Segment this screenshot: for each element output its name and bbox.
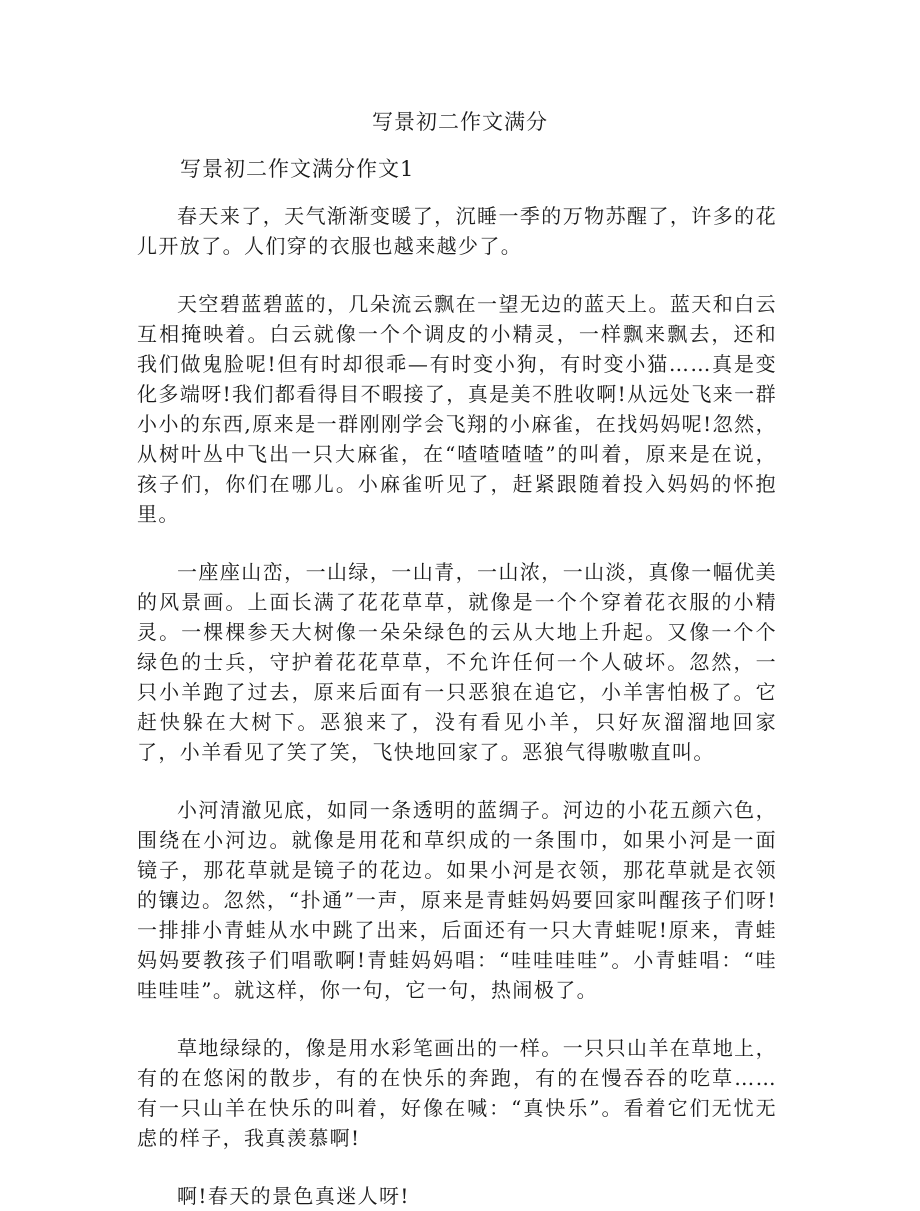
paragraph-spring-arrives: 春天来了，天气渐渐变暖了，沉睡一季的万物苏醒了，许多的花儿开放了。人们穿的衣服也越来越少了。 (137, 204, 777, 258)
essay-heading: 写景初二作文满分作文1 (180, 157, 415, 181)
paragraph-mountains: 一座座山峦，一山绿，一山青，一山浓，一山淡，真像一幅优美的风景画。上面长满了花花草草，就像是一个个穿着花衣服的小精灵。一棵棵参天大树像一朵朵绿色的云从大地上升起。又像一个个绿色的士兵，守护着花花草草，不允许任何一个人破坏。忽然，一只小羊跑了过去，原来后面有一只恶狼在追它，小羊害怕极了。它赶快躲在大树下。恶狼来了，没有看见小羊，只好灰溜溜地回家了，小羊看见了笑了笑，飞快地回家了。恶狼气得嗷嗷直叫。 (137, 560, 777, 764)
paragraph-conclusion: 啊!春天的景色真迷人呀! (177, 1184, 410, 1208)
paragraph-meadow: 草地绿绿的，像是用水彩笔画出的一样。一只只山羊在草地上，有的在悠闲的散步，有的在快乐的奔跑，有的在慢吞吞的吃草……有一只山羊在快乐的叫着，好像在喊：“真快乐”。看着它们无忧无虑的样子，我真羡慕啊! (137, 1036, 777, 1150)
paragraph-river: 小河清澈见底，如同一条透明的蓝绸子。河边的小花五颜六色，围绕在小河边。就像是用花和草织成的一条围巾，如果小河是一面镜子，那花草就是镜子的花边。如果小河是衣领，那花草就是衣领的镶边。忽然，“扑通”一声，原来是青蛙妈妈要回家叫醒孩子们呀!一排排小青蛙从水中跳了出来，后面还有一只大青蛙呢!原来，青蛙妈妈要教孩子们唱歌啊!青蛙妈妈唱：“哇哇哇哇”。小青蛙唱：“哇哇哇哇”。就这样，你一句，它一句，热闹极了。 (137, 798, 777, 1002)
document-title: 写景初二作文满分 (372, 110, 548, 134)
essay-body (137, 201, 777, 1211)
paragraph-sky-clouds: 天空碧蓝碧蓝的，几朵流云飘在一望无边的蓝天上。蓝天和白云互相掩映着。白云就像一个个调皮的小精灵，一样飘来飘去，还和我们做鬼脸呢!但有时却很乖—有时变小狗，有时变小猫……真是变化多端呀!我们都看得目不暇接了，真是美不胜收啊!从远处飞来一群小小的东西,原来是一群刚刚学会飞翔的小麻雀，在找妈妈呢!忽然，从树叶丛中飞出一只大麻雀，在“喳喳喳喳”的叫着，原来是在说，孩子们，你们在哪儿。小麻雀听见了，赶紧跟随着投入妈妈的怀抱里。 (137, 292, 777, 526)
